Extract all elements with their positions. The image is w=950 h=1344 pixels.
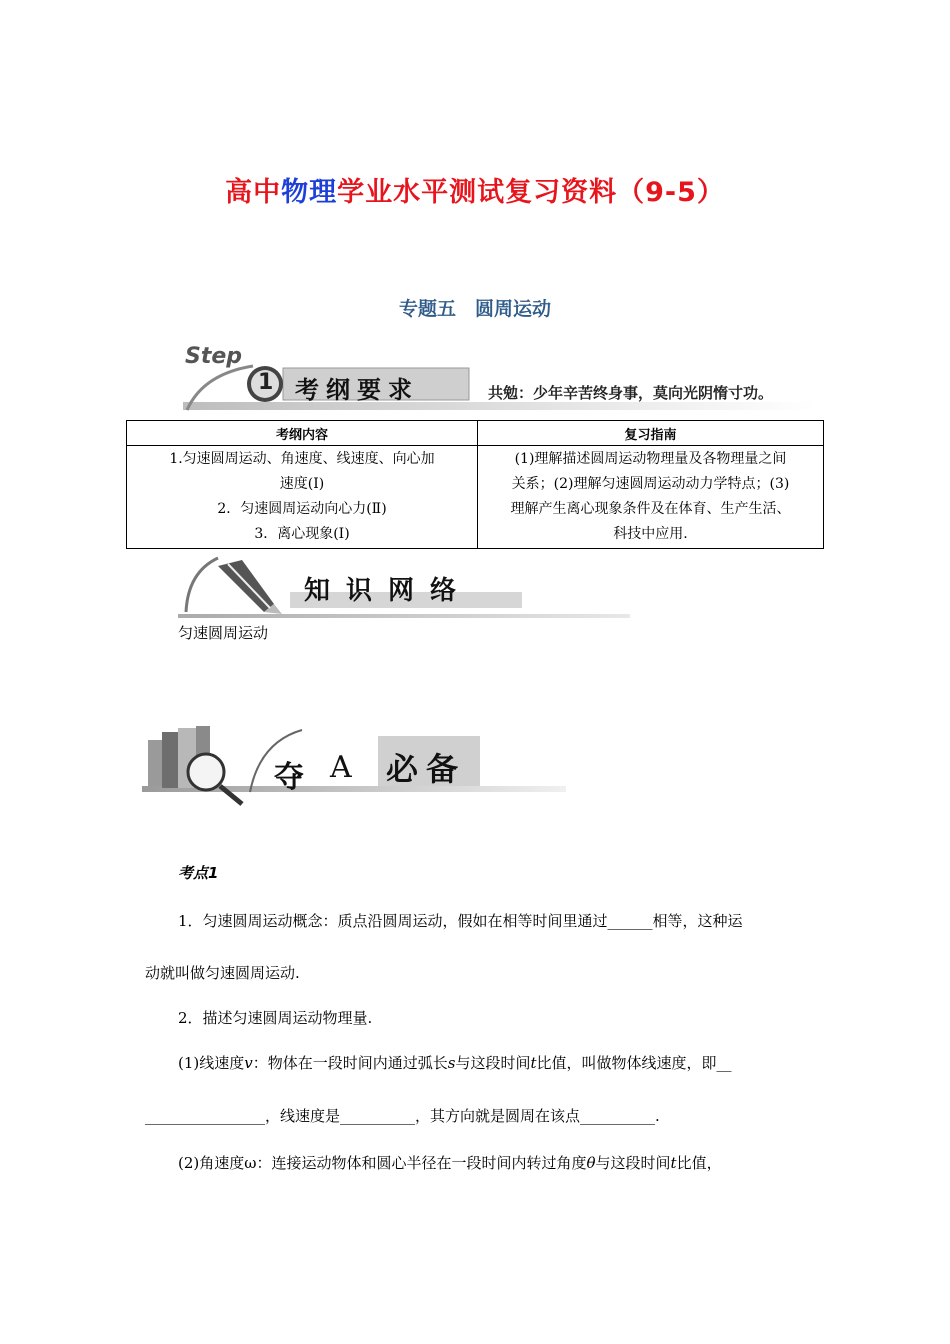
- para4-text: (2)角速度ω：连接运动物体和圆心半径在一段时间内转过角度: [178, 1154, 587, 1172]
- kaodian-heading-b: A: [330, 750, 352, 785]
- para1-line2: 动就叫做匀速圆周运动.: [145, 964, 300, 982]
- page-title: [0, 170, 950, 209]
- step-banner: [183, 344, 815, 414]
- table-header: 考纲内容: [127, 421, 478, 446]
- cell-line: 1.匀速圆周运动、角速度、线速度、向心加: [169, 451, 435, 467]
- arc-symbol: s: [447, 1054, 456, 1072]
- table-cell-guide: [478, 446, 824, 549]
- step-heading: 考纲要求: [295, 376, 419, 404]
- para2: 2．描述匀速圆周运动物理量.: [178, 1009, 373, 1027]
- table-cell-content: [127, 446, 478, 549]
- table-header: 复习指南: [478, 421, 824, 446]
- books-magnifier-icon: [142, 722, 566, 818]
- time-symbol: t: [670, 1154, 677, 1172]
- knowledge-heading: 知识网络: [304, 576, 473, 606]
- cell-line: 速度(Ⅰ): [279, 476, 325, 492]
- step-number: 1: [258, 370, 274, 395]
- title-part-1: 高中: [225, 177, 282, 208]
- para4-line1: [178, 1152, 722, 1174]
- step-banner-graphic: [183, 344, 815, 414]
- para3-text: 与这段时间: [455, 1054, 531, 1072]
- para3-text: 比值，叫做物体线速度，即__: [536, 1054, 732, 1072]
- para4-text: 比值，: [676, 1154, 722, 1172]
- velocity-symbol: v: [244, 1054, 253, 1072]
- knowledge-banner: [178, 552, 630, 620]
- para3-line1: [178, 1052, 732, 1074]
- step-label: Step: [185, 344, 243, 369]
- kaodian-heading-c: 必备: [386, 750, 467, 788]
- step-motto: 共勉：少年辛苦终身事，莫向光阴惰寸功。: [488, 384, 774, 402]
- kaodian-banner: [142, 722, 566, 818]
- cell-line: 科技中应用.: [613, 526, 688, 542]
- para1-line1: 1．匀速圆周运动概念：质点沿圆周运动，假如在相等时间里通过______相等，这种运: [178, 912, 743, 930]
- cell-line: 2．匀速圆周运动向心力(Ⅱ): [217, 501, 387, 517]
- title-part-3: 学业水平测试复习资料（9-5）: [337, 177, 725, 208]
- section-label: 考点1: [178, 864, 219, 882]
- knowledge-caption: 匀速圆周运动: [178, 624, 269, 642]
- time-symbol: t: [530, 1054, 537, 1072]
- para3-text: ：物体在一段时间内通过弧长: [252, 1054, 448, 1072]
- cell-line: 3．离心现象(Ⅰ): [254, 526, 350, 542]
- theta-symbol: θ: [586, 1154, 596, 1172]
- table-header-row: [127, 421, 824, 446]
- cell-line: (1)理解描述圆周运动物理量及各物理量之间: [514, 451, 787, 467]
- para4-text: 与这段时间: [595, 1154, 671, 1172]
- kaodian-heading-a: 夺: [274, 760, 304, 795]
- cell-line: 关系；(2)理解匀速圆周运动动力学特点；(3): [511, 476, 790, 492]
- page-subtitle: 专题五 圆周运动: [398, 298, 551, 320]
- cell-line: 理解产生离心现象条件及在体育、生产生活、: [510, 501, 791, 517]
- para3-line2: ________________，线速度是__________，其方向就是圆周在该点__________.: [145, 1107, 660, 1125]
- title-part-2: 物理: [281, 177, 338, 208]
- outline-table: [126, 420, 824, 549]
- table-row: [127, 446, 824, 549]
- para3-text: (1)线速度: [178, 1054, 245, 1072]
